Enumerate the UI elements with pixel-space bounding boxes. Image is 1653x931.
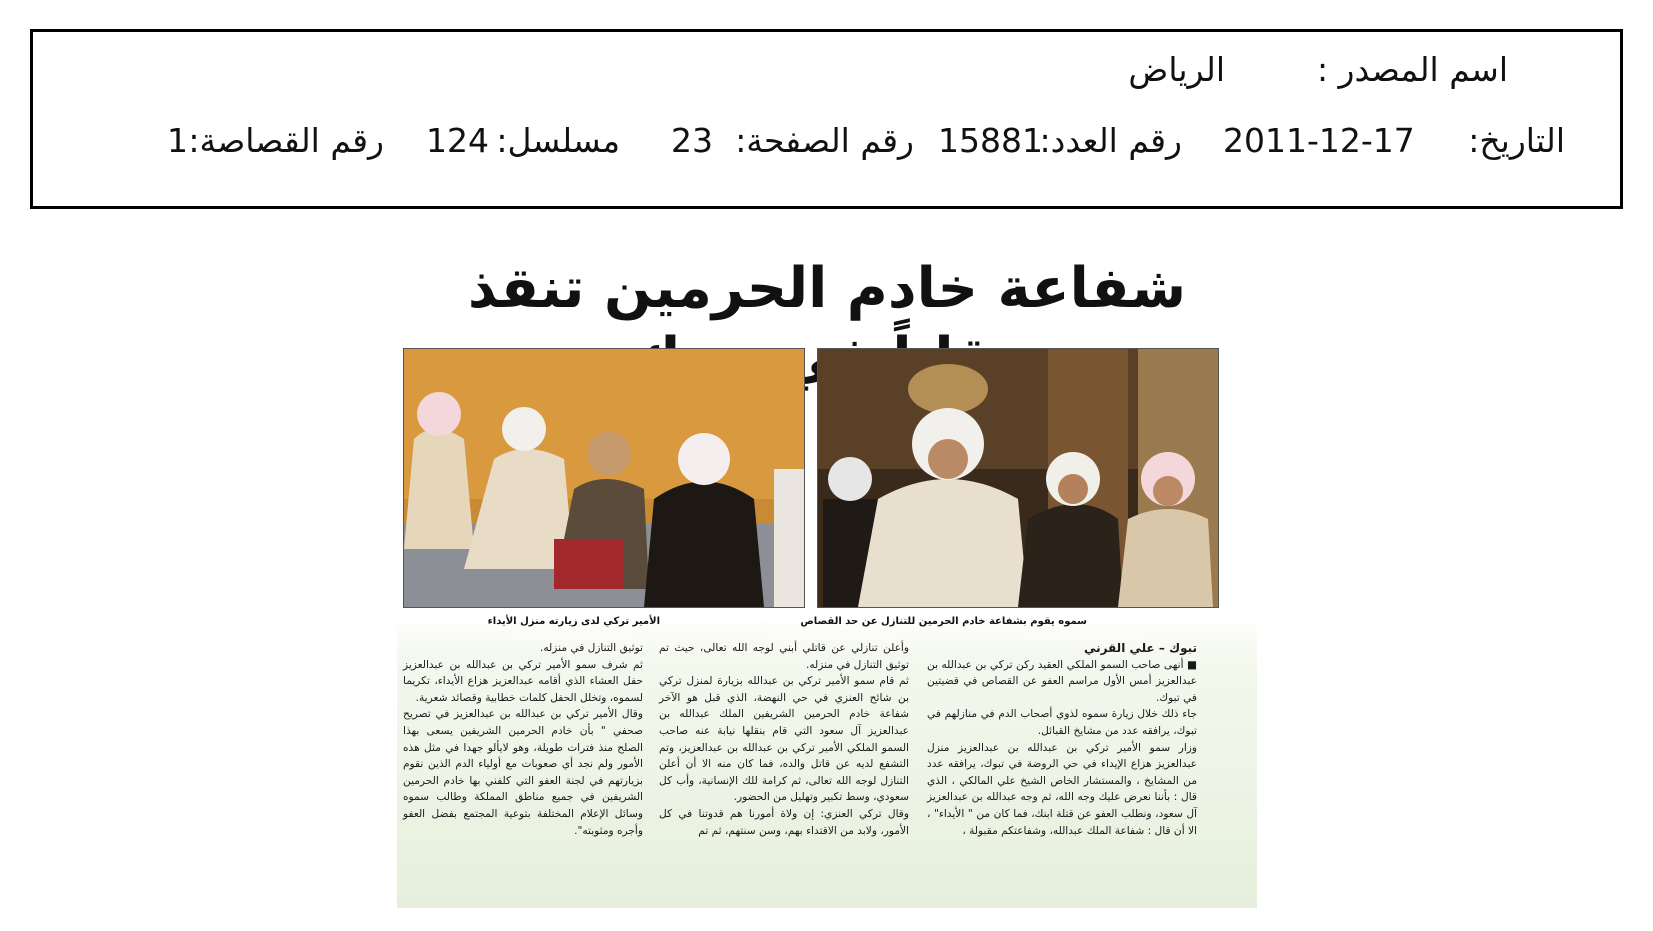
col3-para-3: وقال الأمير تركي بن عبدالله بن عبدالعزيز في تصريح صحفي " بأن خادم الحرمين الشريفين يسعى بهذا الصلح منذ فترات طويلة، وهو لايألو جهدا في مثل هذه الأمور ولم نجد أي صعوبات مع أولياء الدم الذين نقوم بزيارتهم في لجنة العفو التي كلفني بها خادم الحرمين الشريفين في جميع مناطق المملكة وطالب سموه وسائل الإعلام المختلفة بتوعية المجتمع بفضل العفو وأجره ومثوبته". <box>403 708 643 837</box>
source-label: اسم المصدر : <box>1316 50 1508 89</box>
photo-right-caption: سموه يقوم بشفاعة خادم الحرمين للتنازل عن حد القصاص <box>800 616 1087 627</box>
photo-left-caption: الأمير تركي لدى زيارته منزل الأيداء <box>487 616 660 627</box>
photo-prince-visit <box>403 348 805 608</box>
page-label: رقم الصفحة: <box>735 121 914 160</box>
col1-para-1: ■ أنهى صاحب السمو الملكي العقيد ركن تركي بن عبدالله بن عبدالعزيز أمس الأول مراسم العفو عن القصاص في قضيتين في تبوك. <box>927 658 1197 704</box>
date-label: التاريخ: <box>1468 121 1565 160</box>
article-headline: شفاعة خادم الحرمين تنقذ <box>467 256 1187 321</box>
col1-para-2: جاء ذلك خلال زيارة سموه لذوي أصحاب الدم في منازلهم في تبوك، يرافقه عدد من مشايخ القبائل. <box>927 708 1197 737</box>
article-column-3 <box>403 640 643 839</box>
serial-value: 124 <box>426 121 489 160</box>
clipping-label: رقم القصاصة: <box>188 121 384 160</box>
col1-para-3: وزار سمو الأمير تركي بن عبدالله بن عبدالعزيز منزل عبدالعزيز هزاع الإيداء في حي الروضة في تبوك، يرافقه عدد من المشايخ ، والمستشار الخاص الشيخ علي المالكي ، الذي قال : بأننا نعرض عليك وجه الله، ثم وجه عبدالله بن عبدالعزيز آل سعود، ونطلب العفو عن قتلة ابنك، فما كان من " الأيداء" ، الا أن قال : شفاعة الملك عبدالله، وشفاعتكم مقبولة ، <box>927 741 1197 837</box>
date-value: 2011-12-17 <box>1223 121 1415 160</box>
photo-visit-image <box>404 349 804 607</box>
page-value: 23 <box>671 121 713 160</box>
issue-label: رقم العدد: <box>1039 121 1182 160</box>
newspaper-clipping <box>397 248 1257 908</box>
serial-label: مسلسل: <box>496 121 620 160</box>
col2-para-1: وأعلن تنازلي عن قاتلي أبني لوجه الله تعالى، حيث تم توثيق التنازل في منزله. <box>659 642 909 671</box>
issue-value: 15881 <box>938 121 1043 160</box>
col2-para-2: ثم قام سمو الأمير تركي بن عبدالله بزيارة لمنزل تركي بن شائح العنزي في حي النهضة، الذي قبل هو الآخر شفاعة خادم الحرمين الشريفين الملك عبدالله بن عبدالعزيز آل سعود التي قام بنقلها نيابة عنه صاحب السمو الملكي الأمير تركي بن عبدالله بن عبدالعزيز، وتم التشفع لديه عن قاتل والده، فما كان منه الا أن أعلن التنازل لوجه الله تعالى، ثم كرامة للك الإنسانية، وأب كل سعودي، وسط تكبير وتهليل من الحضور. <box>659 675 909 804</box>
source-value: الرياض <box>1128 50 1225 89</box>
article-column-1 <box>927 640 1197 839</box>
source-info-box <box>30 29 1623 209</box>
photo-prince-delegation <box>817 348 1219 608</box>
clipping-value: 1 <box>167 121 188 160</box>
col2-para-3: وقال تركي العنزي: إن ولاة أمورنا هم قدوتنا في كل الأمور، ولابد من الاقتداء بهم، وسن سنتهم، ثم تم <box>659 807 909 837</box>
col3-para-1: توثيق التنازل في منزله. <box>540 642 643 654</box>
photo-delegation-image <box>818 349 1218 607</box>
article-byline: تبوك – علي القرني <box>1083 641 1197 655</box>
article-column-2 <box>659 640 909 839</box>
col3-para-2: ثم شرف سمو الأمير تركي بن عبدالله بن عبدالعزيز حفل العشاء الذي أقامه عبدالعزيز هزاع الأيداء، تكريما لسموه، وتخلل الحفل كلمات خطابية وقصائد شعرية. <box>403 658 643 704</box>
